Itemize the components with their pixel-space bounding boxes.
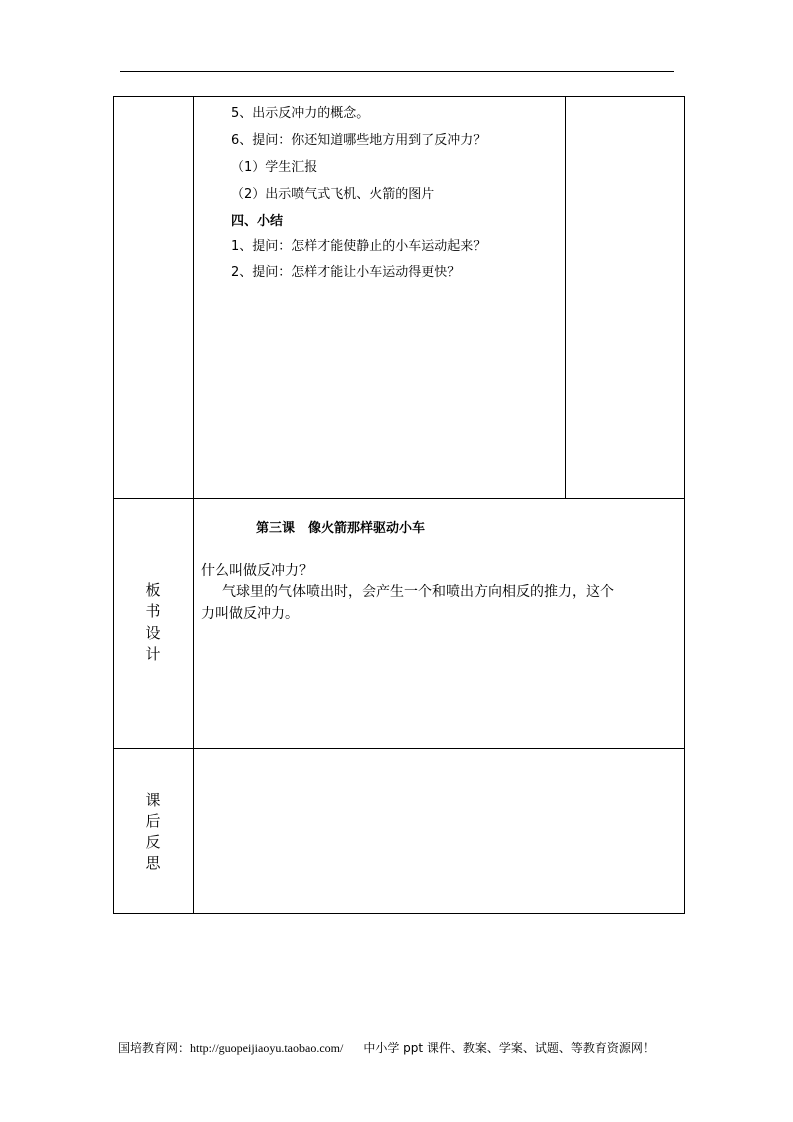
header-rule [120,71,674,72]
reflection-label-char-2: 后 [145,812,161,830]
label-column-divider [193,97,194,913]
row-divider-reflection [114,748,684,749]
footer-site-label: 国培教育网： [118,1041,191,1055]
board-definition-line-2: 力叫做反冲力。 [201,606,299,622]
board-title: 第三课 像火箭那样驱动小车 [256,521,426,536]
summary-line-1: 1、提问：怎样才能使静止的小车运动起来？ [231,239,487,254]
footer-url-link[interactable]: http://guopeijiaoyu.taobao.com/ [190,1041,344,1055]
summary-line-2: 2、提问：怎样才能让小车运动得更快？ [231,265,461,280]
page-footer [118,1040,655,1056]
row-divider-board [114,498,684,499]
board-label-char-1: 板 [145,581,161,599]
reflection-label-char-4: 思 [145,854,161,872]
footer-slogan: 中小学 ppt 课件、教案、学案、试题、等教育资源网！ [363,1041,655,1055]
board-question: 什么叫做反冲力？ [201,563,313,579]
process-line-6-2: （2）出示喷气式飞机、火箭的图片 [231,187,435,202]
process-line-5: 5、出示反冲力的概念。 [231,106,370,121]
lesson-plan-table [113,96,685,914]
board-definition-line-1: 气球里的气体喷出时，会产生一个和喷出方向相反的推力，这个 [222,584,614,600]
summary-heading: 四、小结 [231,214,284,229]
process-line-6: 6、提问：你还知道哪些地方用到了反冲力？ [231,133,487,148]
reflection-label-char-1: 课 [145,791,161,809]
board-label-char-3: 设 [145,624,161,642]
notes-column-divider [565,97,566,498]
reflection-label-char-3: 反 [145,833,161,851]
process-line-6-1: （1）学生汇报 [231,160,318,175]
board-label-char-2: 书 [145,602,161,620]
board-label-char-4: 计 [145,645,161,663]
